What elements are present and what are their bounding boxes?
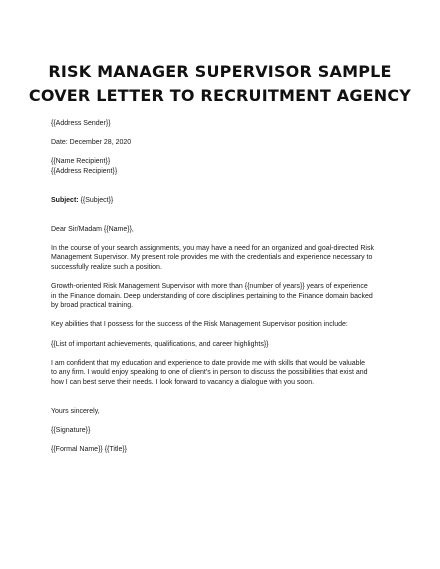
paragraph-3: Key abilities that I possess for the success of the Risk Management Supervisor position include: <box>51 321 348 329</box>
paragraph-1-line: Management Supervisor. My present role provides me with the credentials and experience necessary to <box>51 254 373 262</box>
letter-date: Date: December 28, 2020 <box>51 139 132 147</box>
recipient-address: {{Address Recipient}} <box>51 167 118 175</box>
signature: {{Signature}} <box>51 427 91 434</box>
salutation: Dear Sir/Madam {{Name}}, <box>51 225 134 233</box>
letter-body <box>51 119 403 455</box>
paragraph-4-line: I am confident that my education and experience to date provide me with skills that would be valuable <box>51 359 366 367</box>
closing: Yours sincerely, <box>51 407 100 415</box>
subject-value: {{Subject}} <box>78 196 114 204</box>
highlights-placeholder: {{List of important achievements, qualifications, and career highlights}} <box>51 340 269 348</box>
title-line-2: COVER LETTER TO RECRUITMENT AGENCY <box>28 86 412 105</box>
sender-address: {{Address Sender}} <box>51 120 111 127</box>
paragraph-1 <box>51 244 403 273</box>
subject-label: Subject: <box>51 196 79 204</box>
paragraph-1-line: successfully realize such a position. <box>51 263 162 271</box>
document-title <box>0 60 440 108</box>
paragraph-4-line: to any firm. I would enjoy speaking to one of client's in person to discuss the possibilities that exist and <box>51 369 368 377</box>
paragraph-4 <box>51 359 403 388</box>
subject-line <box>51 196 403 206</box>
recipient-name: {{Name Recipient}} <box>51 158 111 166</box>
paragraph-2-line: Growth-oriented Risk Management Supervisor with more than {{number of years}} years of experience <box>51 283 368 291</box>
paragraph-2-line: in the Finance domain. Deep understanding of core disciplines pertaining to the Finance domain backed <box>51 292 373 300</box>
title-line-1: RISK MANAGER SUPERVISOR SAMPLE <box>48 62 392 81</box>
paragraph-1-line: In the course of your search assignments, you may have a need for an organized and goal-directed Risk <box>51 244 374 252</box>
paragraph-2 <box>51 282 403 311</box>
formal-name: {{Formal Name}} {{Title}} <box>51 446 128 454</box>
paragraph-2-line: by broad practical training. <box>51 302 134 310</box>
paragraph-4-line: how I can best serve their needs. I look forward to vacancy a dialogue with you soon. <box>51 379 315 387</box>
